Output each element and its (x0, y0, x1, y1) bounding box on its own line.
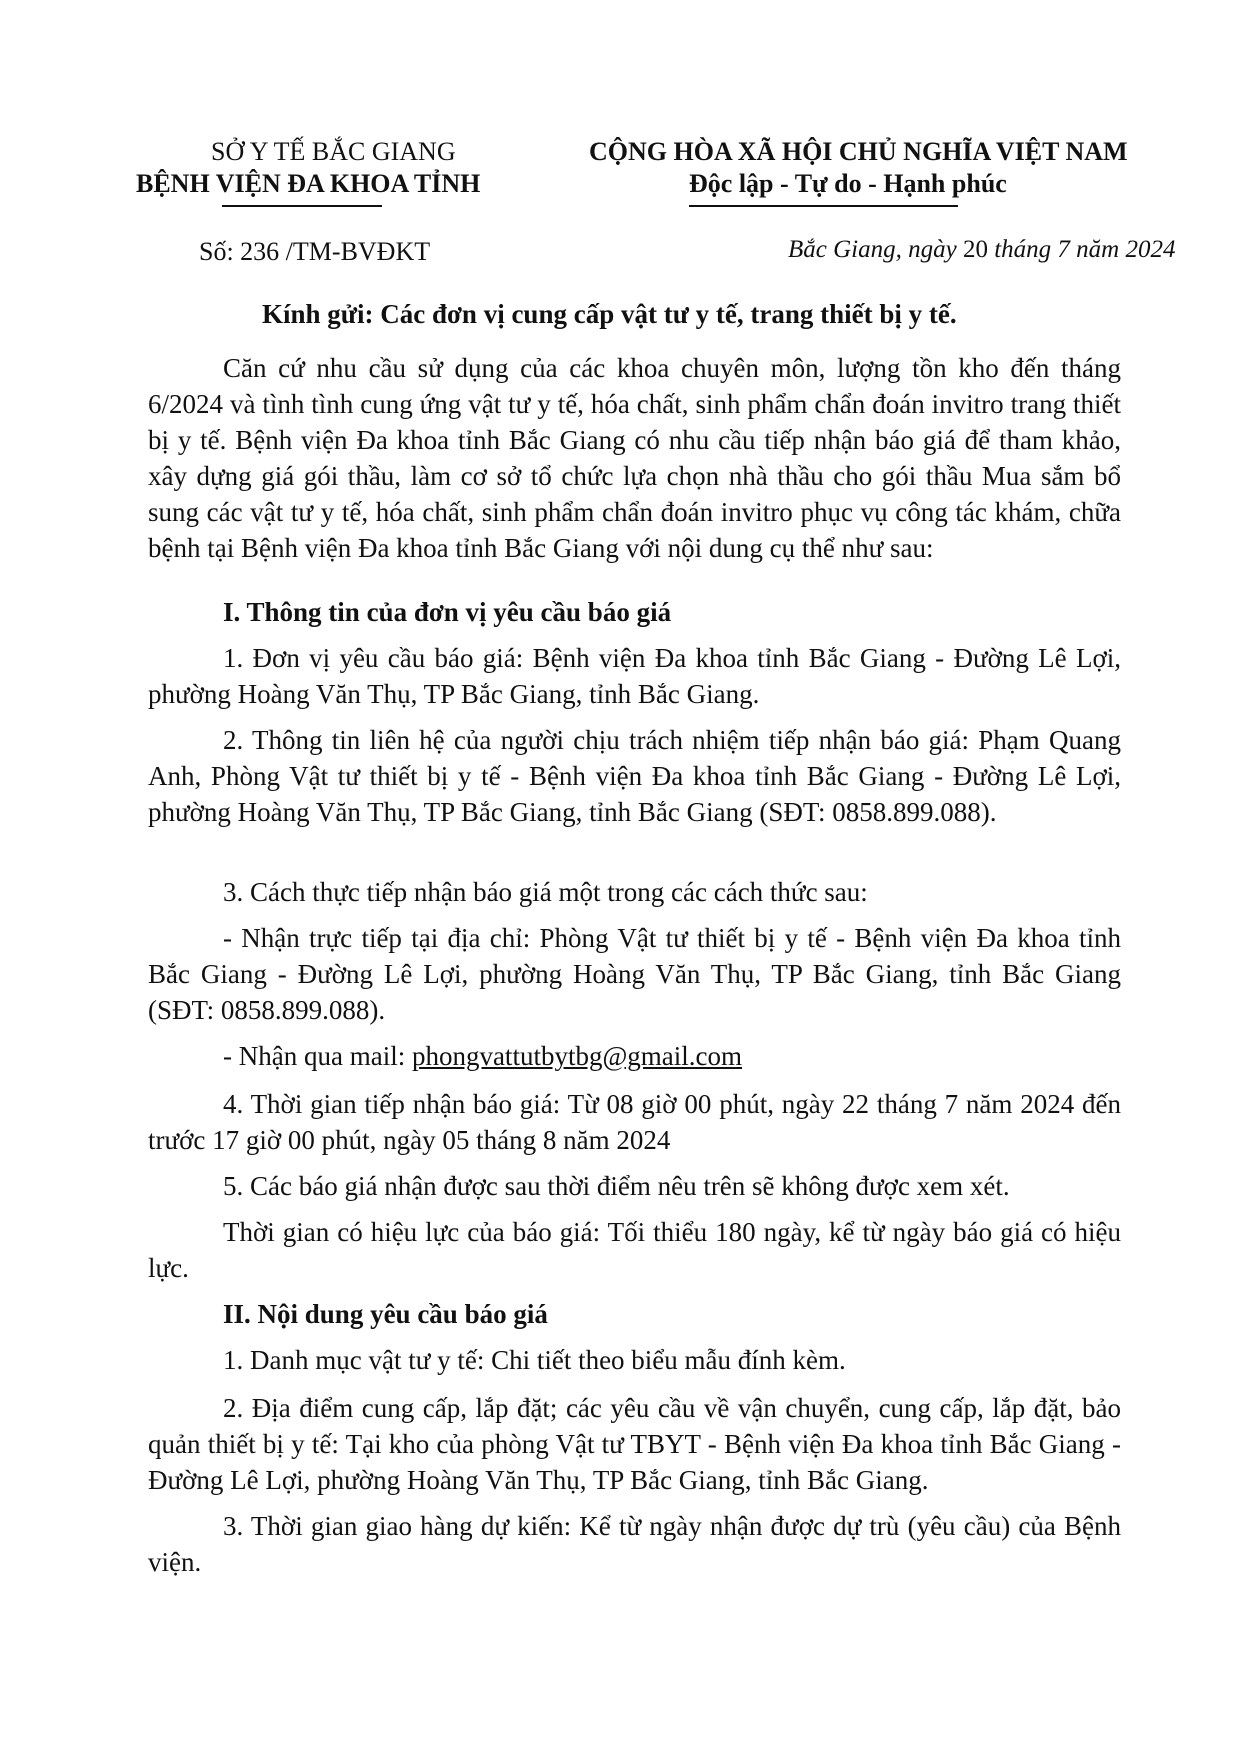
section-1-item-5: 5. Các báo giá nhận được sau thời điểm nêu trên sẽ không được xem xét. (223, 1171, 1010, 1201)
section-1-item-4: 4. Thời gian tiếp nhận báo giá: Từ 08 giờ 00 phút, ngày 22 tháng 7 năm 2024 đến trước 17 giờ 00 phút, ngày 05 tháng 8 năm 2024 (148, 1089, 1121, 1155)
section-1-item-3a: - Nhận trực tiếp tại địa chỉ: Phòng Vật tư thiết bị y tế - Bệnh viện Đa khoa tỉnh Bắc Giang - Đường Lê Lợi, phường Hoàng Văn Thụ, TP Bắc Giang, tỉnh Bắc Giang (SĐT: 0858.899.088). (148, 923, 1121, 1025)
section-2-heading: II. Nội dung yêu cầu báo giá (223, 1299, 548, 1329)
section-1-item-3b (148, 1038, 1121, 1074)
date-prefix: Bắc Giang, ngày (788, 236, 957, 263)
section-2-item-2: 2. Địa điểm cung cấp, lắp đặt; các yêu cầu về vận chuyển, cung cấp, lắp đặt, bảo quản thiết bị y tế: Tại kho của phòng Vật tư TBYT - Bệnh viện Đa khoa tỉnh Bắc Giang - Đường Lê Lợi, phường Hoàng Văn Thụ, TP Bắc Giang, tỉnh Bắc Giang. (148, 1393, 1121, 1495)
date-day: 20 (962, 236, 988, 263)
section-2-item-1: 1. Danh mục vật tư y tế: Chi tiết theo biểu mẫu đính kèm. (223, 1345, 846, 1375)
national-motto: Độc lập - Tự do - Hạnh phúc (689, 169, 1007, 198)
section-1-item-1: 1. Đơn vị yêu cầu báo giá: Bệnh viện Đa khoa tỉnh Bắc Giang - Đường Lê Lợi, phường Hoàng Văn Thụ, TP Bắc Giang, tỉnh Bắc Giang. (148, 643, 1121, 709)
email-link[interactable]: phongvattutbytbg@gmail.com (411, 1041, 743, 1071)
national-title: CỘNG HÒA XÃ HỘI CHỦ NGHĨA VIỆT NAM (589, 137, 1128, 166)
quote-validity: Thời gian có hiệu lực của báo giá: Tối thiểu 180 ngày, kể từ ngày báo giá có hiệu lực. (148, 1217, 1121, 1283)
document-date (788, 234, 1175, 266)
date-suffix: tháng 7 năm 2024 (987, 236, 1176, 263)
section-1-heading: I. Thông tin của đơn vị yêu cầu báo giá (223, 597, 672, 627)
hospital-name-underline (222, 205, 382, 207)
national-motto-underline (689, 205, 958, 207)
section-1-item-2: 2. Thông tin liên hệ của người chịu trách nhiệm tiếp nhận báo giá: Phạm Quang Anh, Phòng Vật tư thiết bị y tế - Bệnh viện Đa khoa tỉnh Bắc Giang - Đường Lê Lợi, phường Hoàng Văn Thụ, TP Bắc Giang, tỉnh Bắc Giang (SĐT: 0858.899.088). (148, 725, 1121, 827)
document-number: Số: 236 /TM-BVĐKT (199, 237, 431, 266)
recipient-line: Kính gửi: Các đơn vị cung cấp vật tư y tế, trang thiết bị y tế. (262, 299, 957, 329)
mail-label: - Nhận qua mail: (223, 1041, 412, 1071)
section-1-item-3: 3. Cách thực tiếp nhận báo giá một trong các cách thức sau: (223, 877, 868, 907)
intro-paragraph: Căn cứ nhu cầu sử dụng của các khoa chuyên môn, lượng tồn kho đến tháng 6/2024 và tình tình cung ứng vật tư y tế, hóa chất, sinh phẩm chẩn đoán invitro trang thiết bị y tế. Bệnh viện Đa khoa tỉnh Bắc Giang có nhu cầu tiếp nhận báo giá để tham khảo, xây dựng giá gói thầu, làm cơ sở tổ chức lựa chọn nhà thầu cho gói thầu Mua sắm bổ sung các vật tư y tế, hóa chất, sinh phẩm chẩn đoán invitro phục vụ công tác khám, chữa bệnh tại Bệnh viện Đa khoa tỉnh Bắc Giang với nội dung cụ thể như sau: (148, 353, 1121, 563)
section-2-item-3: 3. Thời gian giao hàng dự kiến: Kể từ ngày nhận được dự trù (yêu cầu) của Bệnh viện. (148, 1511, 1121, 1577)
hospital-name: BỆNH VIỆN ĐA KHOA TỈNH (136, 169, 481, 198)
agency-name: SỞ Y TẾ BẮC GIANG (211, 137, 456, 166)
